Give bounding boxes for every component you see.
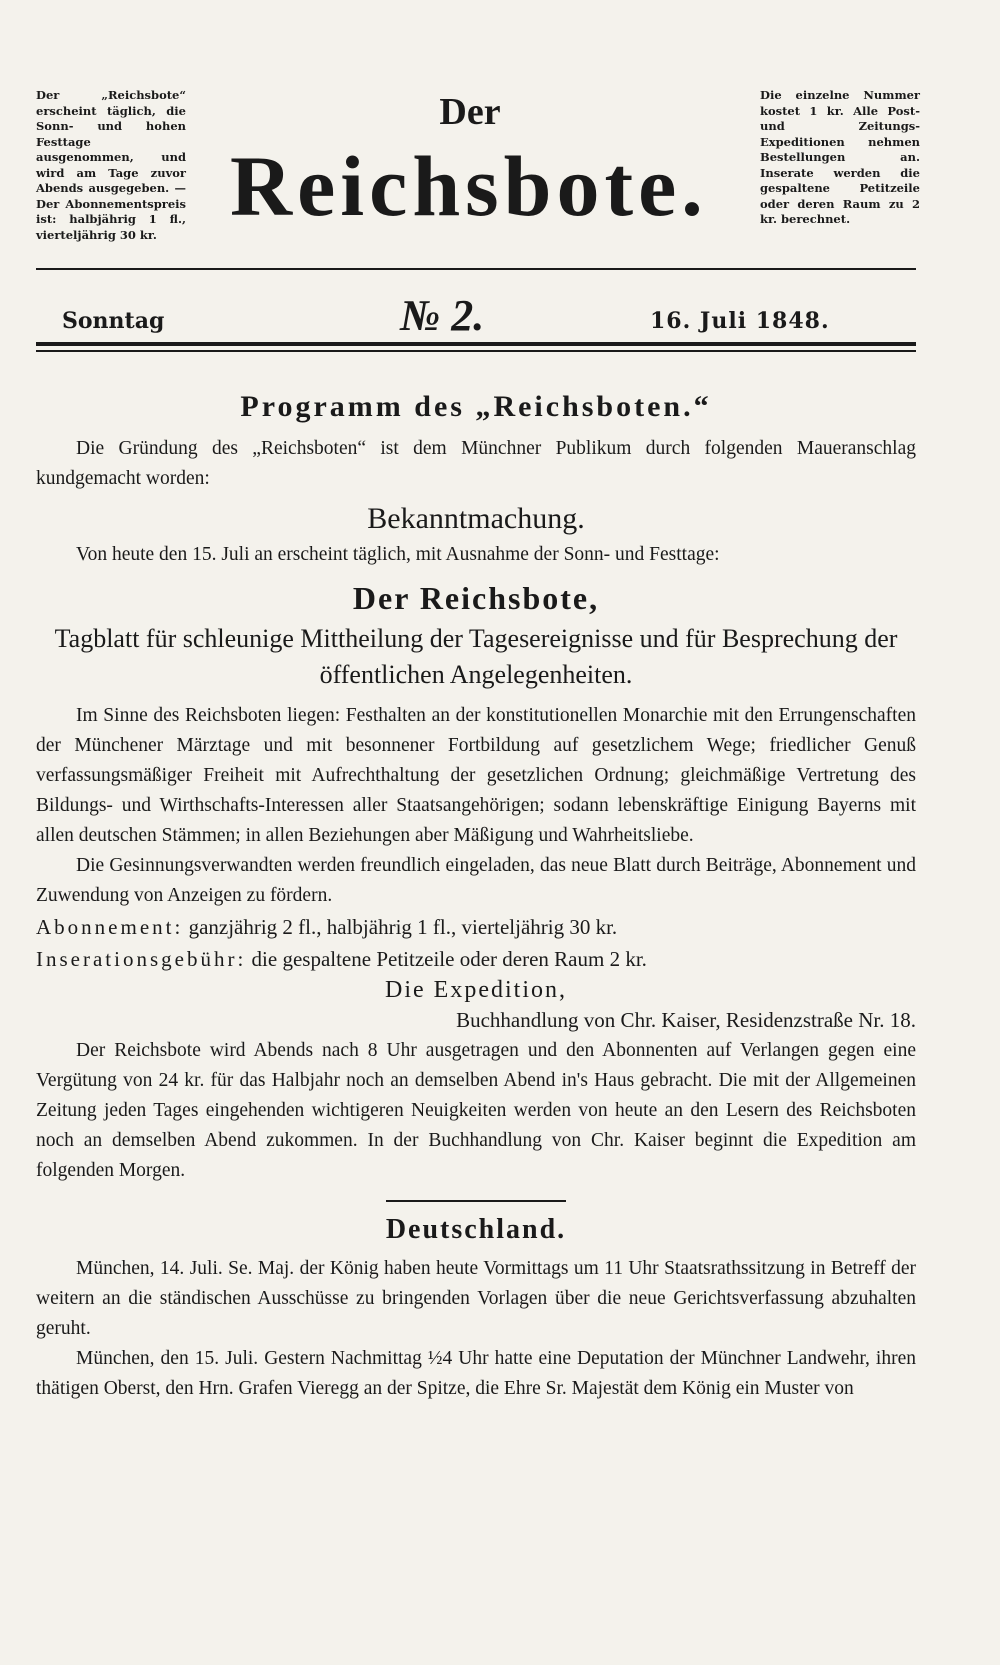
news-item-2: München, den 15. Juli. Gestern Nachmittag ½4 Uhr hatte eine Deputation der Münchner Landwehr, ihren thätigen Oberst, den Hrn. Grafen Vieregg an der Spitze, die Ehre Sr. Majestät dem König ein Muster von [36,1348,916,1399]
abonnement-text: ganzjährig 2 fl., halbjährig 1 fl., vierteljährig 30 kr. [188,915,618,939]
expedition-heading: Die Expedition, [385,977,567,1003]
announcement-heading: Bekanntmachung. [367,502,585,535]
inserat-label: Inserationsgebühr: [36,947,247,971]
program-heading: Programm des „Reichsboten.“ [240,390,712,423]
inserat-text: die gespaltene Petitzeile oder deren Raum 2 kr. [251,947,647,971]
program-invite: Die Gesinnungsverwandten werden freundlich eingeladen, das neue Blatt durch Beiträge, Abonnement und Zuwendung von Anzeigen zu fördern. [36,855,916,906]
dateline-rule-top [36,342,916,346]
program-intro: Die Gründung des „Reichsboten“ ist dem Münchner Publikum durch folgenden Maueranschlag kundgemacht worden: [36,438,916,489]
abonnement-line [36,911,916,943]
delivery-note: Der Reichsbote wird Abends nach 8 Uhr ausgetragen und den Abonnenten auf Verlangen gegen eine Vergütung von 24 kr. für das Halbjahr noch an demselben Abend in's Haus gebracht. Die mit der Allgemeinen Zeitung jeden Tages eingehenden wichtigeren Neuigkeiten werden von heute an den Lesern des Reichsboten noch an demselben Abend zukommen. In der Buchhandlung von Chr. Kaiser beginnt die Expedition am folgenden Morgen. [36,1040,916,1181]
program-aims: Im Sinne des Reichsboten liegen: Festhalten an der konstitutionellen Monarchie mit den Errungenschaften der Münchener Märztage und mit besonnener Fortbildung auf gesetzlichem Wege; friedlicher Genuß verfassungsmäßiger Freiheit mit Aufrechthaltung der gesetzlichen Ordnung; gleichmäßige Vertretung des Bildungs- und Wirthschafts-Interessen aller Staatsangehörigen; sodann lebenskräftige Einigung Bayerns mit allen deutschen Stämmen; in allen Beziehungen aber Mäßigung und Wahrheitsliebe. [36,705,916,846]
weekday: Sonntag [62,308,165,334]
pricing-note: Die einzelne Nummer kostet 1 kr. Alle Post- und Zeitungs-Expeditionen nehmen Bestellungen an. Inserate werden die gespaltene Petitzeile oder deren Raum zu 2 kr. berechnet. [760,88,920,226]
paper-subtitle: Tagblatt für schleunige Mittheilung der Tagesereignisse und für Besprechung der öffentlichen Angelegenheiten. [54,624,898,689]
expedition-address: Buchhandlung von Chr. Kaiser, Residenzstraße Nr. 18. [456,1008,916,1032]
masthead-title: Reichsbote. [230,138,708,234]
subscription-note: Der „Reichsbote“ erscheint täglich, die Sonn- und hohen Festtage ausgenommen, und wird am Tage zuvor Abends ausgegeben. — Der Abonnementspreis ist: halbjährig 1 fl., vierteljährig 30 kr. [36,88,186,242]
announcement-text: Von heute den 15. Juli an erscheint täglich, mit Ausnahme der Sonn- und Festtage: [76,544,720,565]
issue-number: № 2. [400,291,485,340]
inserat-line [36,943,916,975]
news-item-1: München, 14. Juli. Se. Maj. der König haben heute Vormittags um 11 Uhr Staatsrathssitzung in Betreff der weitern an die ständischen Ausschüsse zu bringenden Vorlagen über die neue Gerichtsverfassung abzuhalten geruht. [36,1258,916,1339]
issue-date: 16. Juli 1848. [650,308,830,334]
masthead-rule [36,268,916,270]
abonnement-label: Abonnement: [36,915,184,939]
section-divider [386,1200,566,1202]
section-heading-deutschland: Deutschland. [385,1214,567,1245]
masthead-article: Der [439,91,501,133]
dateline-rule-bottom [36,350,916,352]
article-body [36,390,916,1404]
paper-name: Der Reichsbote, [352,580,600,616]
